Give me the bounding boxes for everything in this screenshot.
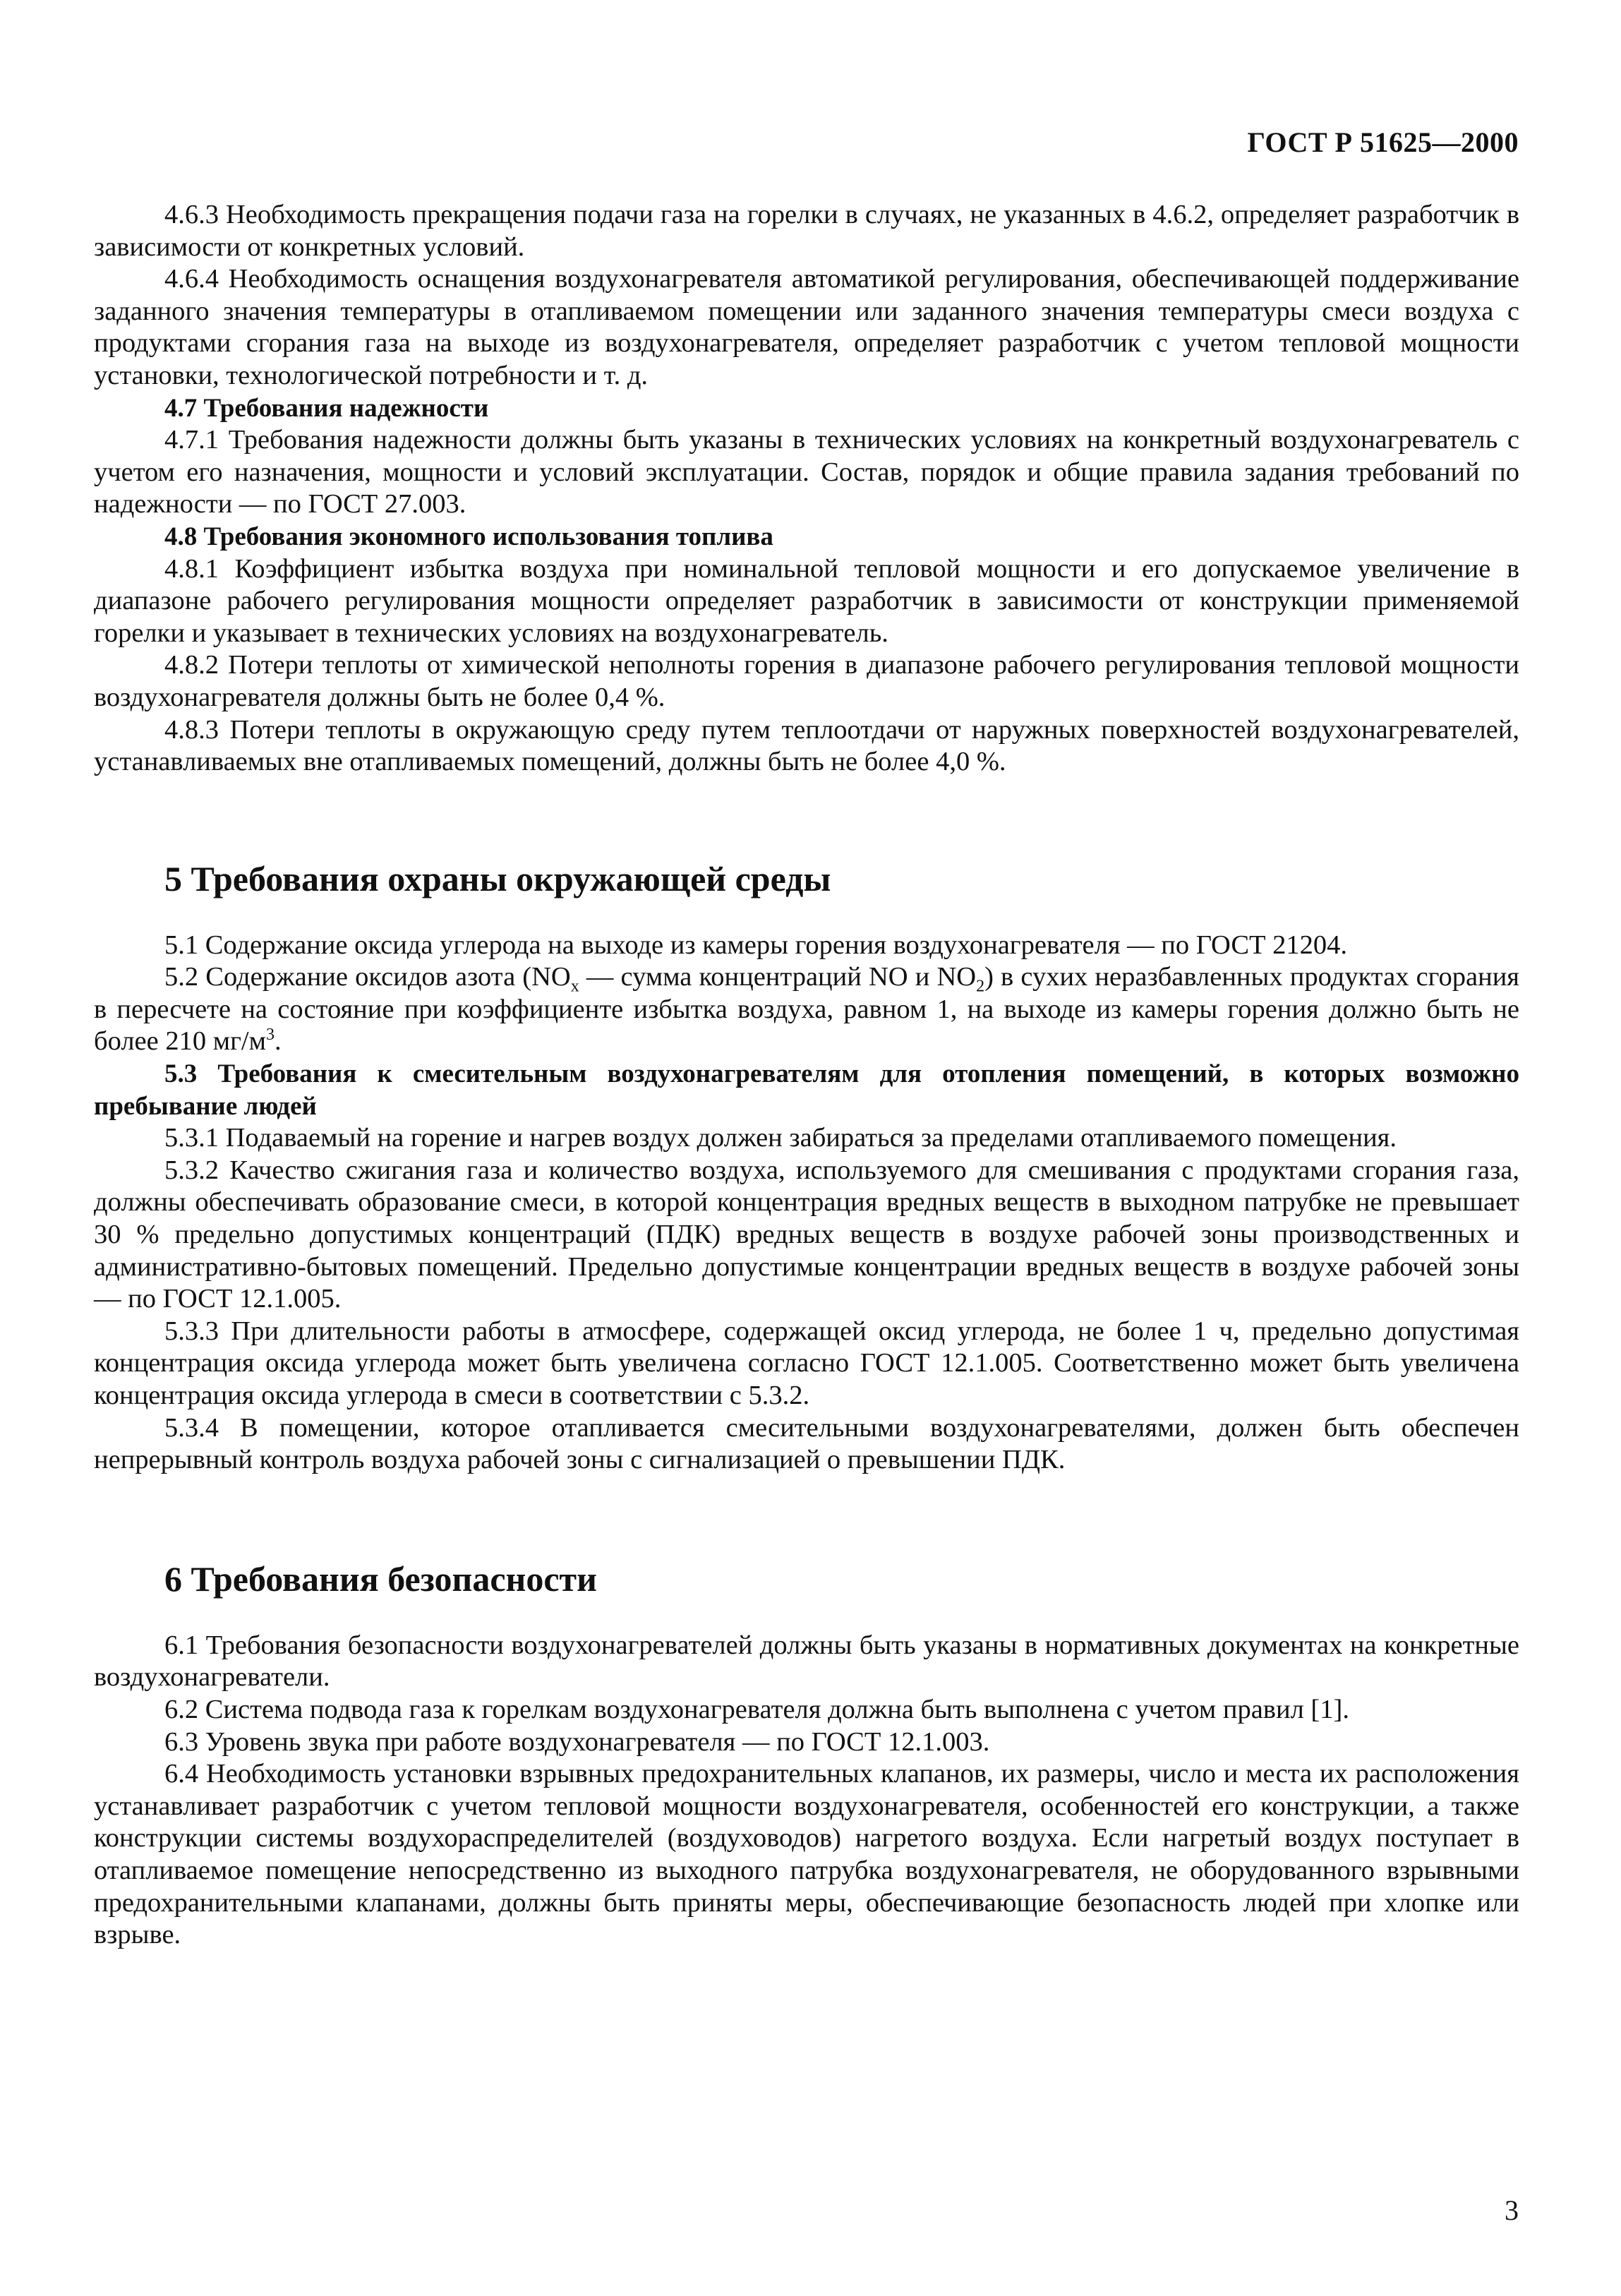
- paragraph-4-6-3: 4.6.3 Необходимость прекращения подачи газа на горелки в случаях, не указанных в 4.6.2, определяет разработчик в зависимости от конкретных условий.: [94, 200, 1519, 262]
- paragraph-4-6-4: 4.6.4 Необходимость оснащения воздухонагревателя автоматикой регулирования, обеспечивающей поддерживание заданного значения температуры в отапливаемом помещении или заданного значения температуры смеси воздуха с продуктами сгорания газа на выходе из воздухонагревателя, определяет разработчик с учетом тепловой мощности установки, технологической потребности и т. д.: [94, 264, 1519, 390]
- paragraph-5-3-3: 5.3.3 При длительности работы в атмосфере, содержащей оксид углерода, не более 1 ч, предельно допустимая концентрация оксида углерода может быть увеличена согласно ГОСТ 12.1.005. Соответственно может быть увеличена концентрация оксида углерода в смеси в соответствии с 5.3.2.: [94, 1316, 1519, 1410]
- section-heading-5: 5 Требования охраны окружающей среды: [164, 858, 831, 898]
- paragraph-5-1: 5.1 Содержание оксида углерода на выходе из камеры горения воздухонагревателя — по ГОСТ 21204.: [164, 930, 1348, 960]
- paragraph-5-3-2: 5.3.2 Качество сжигания газа и количество воздуха, используемого для смешивания с продуктами сгорания газа, должны обеспечивать образование смеси, в которой концентрация вредных веществ в выходном патрубке не превышает 30 % предельно допустимых концентраций (ПДК) вредных веществ в воздухе рабочей зоны производственных и административно-бытовых помещений. Предельно допустимые концентрации вредных веществ в воздухе рабочей зоны — по ГОСТ 12.1.005.: [94, 1155, 1519, 1314]
- document-body: [94, 199, 1519, 1952]
- paragraph-6-3: 6.3 Уровень звука при работе воздухонагревателя — по ГОСТ 12.1.003.: [164, 1726, 990, 1757]
- paragraph-5-3-1: 5.3.1 Подаваемый на горение и нагрев воздух должен забираться за пределами отапливаемого помещения.: [164, 1123, 1397, 1153]
- paragraph-5-2-part-b: — сумма концентраций NO и NO: [579, 962, 977, 992]
- section-heading-6: 6 Требования безопасности: [164, 1558, 597, 1599]
- subsection-heading-4-8: 4.8 Требования экономного использования топлива: [164, 522, 773, 551]
- paragraph-4-8-3: 4.8.3 Потери теплоты в окружающую среду путем теплоотдачи от наружных поверхностей воздухонагревателей, устанавливаемых вне отапливаемых помещений, должны быть не более 4,0 %.: [94, 714, 1519, 777]
- paragraph-6-2: 6.2 Система подвода газа к горелкам воздухонагревателя должна быть выполнена с учетом правил [1].: [164, 1694, 1349, 1724]
- paragraph-4-8-2: 4.8.2 Потери теплоты от химической неполноты горения в диапазоне рабочего регулирования тепловой мощности воздухонагревателя должны быть не более 0,4 %.: [94, 650, 1519, 712]
- paragraph-4-8-1: 4.8.1 Коэффициент избытка воздуха при номинальной тепловой мощности и его допускаемое увеличение в диапазоне рабочего регулирования мощности определяет разработчик в зависимости от конструкции применяемой горелки и указывает в технических условиях на воздухонагреватель.: [94, 553, 1519, 648]
- subscript-2: 2: [976, 977, 985, 996]
- paragraph-5-2-part-c: ) в сухих неразбавленных продуктах сгорания в пересчете на состояние при коэффициенте избытка воздуха, равном 1, на выходе из камеры горения должно быть не более 210 мг/м: [94, 962, 1520, 1057]
- paragraph-5-2: [94, 961, 1519, 1058]
- subsection-heading-4-7: 4.7 Требования надежности: [164, 393, 489, 423]
- paragraph-5-2-part-d: .: [274, 1026, 282, 1057]
- superscript-3: 3: [265, 1026, 275, 1045]
- subsection-heading-5-3: 5.3 Требования к смесительным воздухонагревателям для отопления помещений, в которых возможно пребывание людей: [94, 1059, 1519, 1121]
- paragraph-6-1: 6.1 Требования безопасности воздухонагревателей должны быть указаны в нормативных документах на конкретные воздухонагреватели.: [94, 1630, 1519, 1693]
- paragraph-4-7-1: 4.7.1 Требования надежности должны быть указаны в технических условиях на конкретный воздухонагреватель с учетом его назначения, мощности и условий эксплуатации. Состав, порядок и общие правила задания требований по надежности — по ГОСТ 27.003.: [94, 425, 1519, 519]
- subscript-x: x: [570, 977, 579, 996]
- page-number: 3: [1505, 2194, 1519, 2226]
- paragraph-6-4: 6.4 Необходимость установки взрывных предохранительных клапанов, их размеры, число и места их расположения устанавливает разработчик с учетом тепловой мощности воздухонагревателя, особенностей его конструкции, а также конструкции системы воздухораспределителей (воздуховодов) нагретого воздуха. Если нагретый воздух поступает в отапливаемое помещение непосредственно из выходного патрубка воздухонагревателя, не оборудованного взрывными предохранительными клапанами, должны быть приняты меры, обеспечивающие безопасность людей при хлопке или взрыве.: [94, 1759, 1519, 1950]
- paragraph-5-3-4: 5.3.4 В помещении, которое отапливается смесительными воздухонагревателями, должен быть обеспечен непрерывный контроль воздуха рабочей зоны с сигнализацией о превышении ПДК.: [94, 1412, 1519, 1475]
- document-header-code: ГОСТ Р 51625—2000: [1247, 126, 1519, 158]
- paragraph-5-2-part-a: 5.2 Содержание оксидов азота (NO: [164, 962, 571, 992]
